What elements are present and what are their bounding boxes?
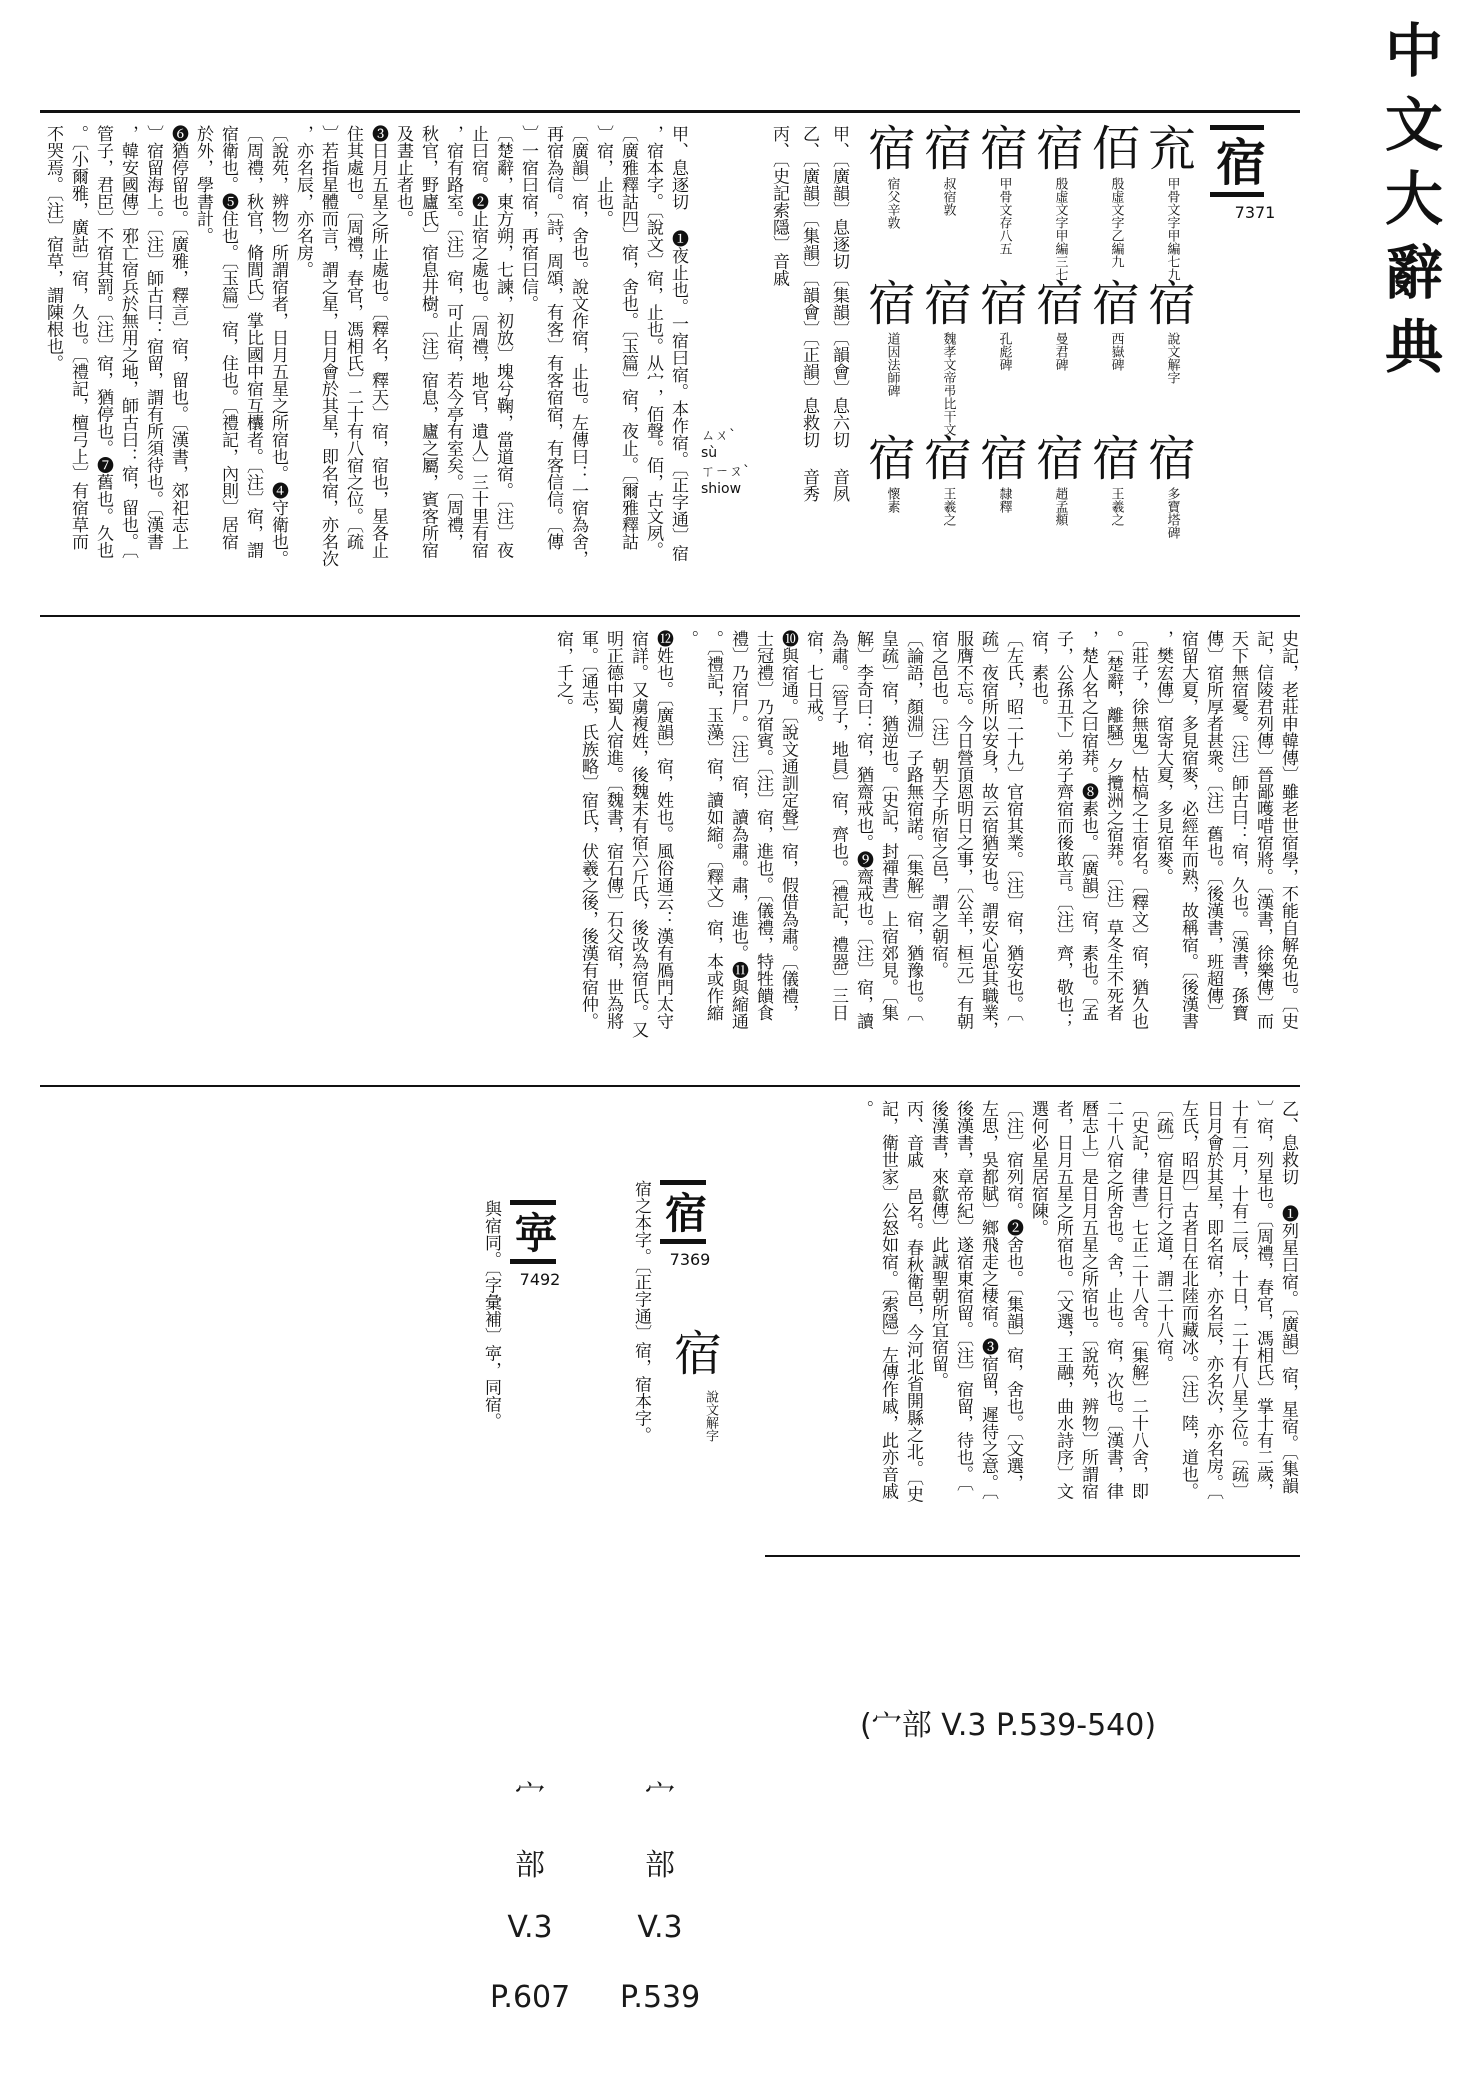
glyph-form-label: 孔彪碑 [996, 332, 1012, 371]
lower-text-column: ⓬姓也。〔廣韻〕宿，姓也。風俗通云：漢有鴈門太守 [653, 630, 673, 1030]
upper-text-column: 秋官，野廬氏〕宿息井樹。〔注〕宿息，廬之屬，賓客所宿 [418, 125, 438, 559]
glyph-form-char: 㐬 [1147, 121, 1196, 177]
upper-text-column: 止曰宿。❷止宿之處也。〔周禮，地官，遺人〕三十里有宿 [468, 125, 488, 559]
glyph-form-label: 王羲之 [1108, 487, 1124, 526]
glyph-form-label: 宿父辛敦 [884, 177, 900, 229]
lower-text-column: 〔莊子，徐無鬼〕枯槁之士宿名。〔釋文〕宿，猶久也 [1128, 630, 1148, 1030]
glyph-form-char: 佰 [1091, 121, 1140, 177]
middle-rule [40, 615, 1300, 617]
lower-text-column: 明正德中蜀人宿進。〔魏書，宿石傳〕石父宿，世為將 [603, 630, 623, 1030]
right-lower-text [765, 1100, 1300, 1540]
handwritten-right-item: P.539 [620, 1980, 701, 2015]
upper-text-column: 〕宿留海上。〔注〕師古曰：宿留，謂有所須待也。〔漢書 [143, 125, 163, 550]
readings-block [700, 125, 850, 595]
lower-text-column: 疏〕夜宿所以安身，故云宿猶安也。謂安心思其職業， [978, 630, 998, 1038]
reading-line: 乙、〔廣韻〕〔集韻〕〔韻會〕〔正韻〕息救切 音秀 [799, 125, 819, 502]
right-lower-text-column: 〔史記，律書〕七正二十八舍。〔集解〕二十八舍，即 [1128, 1100, 1148, 1500]
lower-text-column: 宿留大夏，多見宿麥，必經年而熟，故稱宿。〔後漢書 [1178, 630, 1198, 1030]
lower-text-column: 記，信陵君列傳〕晉鄙嚄唶宿將。〔漢書，徐樂傳〕而 [1253, 630, 1273, 1030]
handwritten-stack-right [620, 1770, 700, 2070]
lower-text-column: 服膺不忘。今日營頂恩明日之事，〔公羊，桓元〕有朝 [953, 630, 973, 1030]
right-lower-text-column: 〕宿，列星也。〔周禮，春官，馮相氏〕掌十有二歲， [1253, 1100, 1273, 1500]
right-lower-text-column: 日月會於其星，即名宿，亦名辰，亦名次，亦名房。〔 [1203, 1100, 1223, 1500]
lower-text-column: 史記，老莊申韓傳〕雖老世宿學，不能自解免也。〔史 [1278, 630, 1298, 1030]
reading-mark: ㄙㄨˋ [701, 428, 736, 444]
sub2-head-char: 𡨴 [510, 1200, 556, 1264]
masthead-title: 中文大辭典 [1375, 20, 1443, 390]
glyph-form [864, 431, 920, 513]
right-lower-text-column: 丙、音戚 邑名。春秋衛邑，今河北省開縣之北。〔史 [903, 1100, 923, 1503]
glyph-form-char: 宿 [1035, 431, 1084, 487]
reading-marks [701, 425, 750, 497]
upper-text-column: 住其處也。〔周禮，春官，馮相氏〕二十有八宿之位。〔疏 [343, 125, 363, 550]
handwritten-source-note: (宀部 V.3 P.539-540) [860, 1708, 1157, 1743]
glyph-form [864, 276, 920, 397]
upper-text-column: ❻猶停留也。〔廣雅，釋言〕宿，留也。〔漢書，郊祀志上 [168, 125, 188, 550]
handwritten-right-item: V.3 [637, 1910, 683, 1945]
sub1-glyph: 宿 [673, 1326, 722, 1382]
upper-text-column: 〔楚辭，東方朔，七諫，初放〕塊兮鞠，當道宿。〔注〕夜 [493, 125, 513, 559]
right-lower-text-column: 曆志上〕是日月五星之所宿也。〔說苑，辨物〕所謂宿 [1078, 1100, 1098, 1500]
glyph-form [1144, 431, 1200, 539]
reading-mark: sù [701, 445, 718, 461]
glyph-form-char: 宿 [1035, 121, 1084, 177]
right-lower-text-column: 左思，吳都賦〕鄉飛走之棲宿。❸宿留，遲待之意。〔 [978, 1100, 998, 1500]
upper-text-column: ❸日月五星之所止處也。〔釋名，釋天〕宿，宿也，星各止 [368, 125, 388, 559]
lower-rule [40, 1085, 1300, 1087]
glyph-form-label: 甲骨文存八五 [996, 177, 1012, 255]
glyph-form-label: 多寶塔碑 [1164, 487, 1180, 539]
upper-text-column: 〕若指星體而言，謂之星，日月會於其星，即名宿，亦名次 [318, 125, 338, 567]
upper-text-column: ，亦名辰，亦名房。 [293, 125, 313, 278]
glyph-form-char: 宿 [979, 121, 1028, 177]
handwritten-left-item: 部 [515, 1848, 545, 1883]
upper-text-column: 及晝止者也。 [393, 125, 413, 227]
lower-text-column: 。〔楚辭，離騷〕夕攬洲之宿莽。〔注〕草冬生不死者 [1103, 630, 1123, 1021]
lower-text-column: 宿詳。又虜複姓，後魏末有宿六斤氏，後改為宿氏。又 [628, 630, 648, 1038]
lower-text-column: 軍。〔通志，氏族略〕宿氏，伏羲之後，後漢有宿仲。 [578, 630, 598, 1030]
glyph-form-char: 宿 [923, 431, 972, 487]
upper-text-column: 〕一宿曰宿，再宿曰信。 [518, 125, 538, 312]
upper-text-column: ，韓安國傳〕邪亡宿兵於無用之地，師古曰：宿，留也。〔 [118, 125, 138, 559]
sub-entry-7492 [450, 1200, 570, 1500]
lower-text-column: 。 [678, 630, 698, 647]
upper-text-column: ，宿本字。〔說文〕宿，止也。从宀，佰聲。佰，古文夙。 [643, 125, 663, 559]
main-entry-header [1210, 125, 1300, 222]
glyph-form-char: 宿 [867, 431, 916, 487]
glyph-form [1088, 276, 1144, 371]
right-lower-text-column: 選何必星居宿陳。 [1028, 1100, 1048, 1236]
upper-text-column: ，宿有路室。〔注〕宿，可止宿，若今亭有室矣。〔周禮， [443, 125, 463, 550]
sub-entry-7369 [600, 1180, 720, 1480]
glyph-form-char: 宿 [1035, 276, 1084, 332]
lower-body-text [40, 630, 1300, 1070]
upper-body-text [40, 125, 690, 595]
sub1-glyph-label: 說文解字 [703, 1390, 718, 1442]
upper-text-column: 〔廣雅釋詁四〕宿，舍也。〔玉篇〕宿，夜止。〔爾雅釋詁 [618, 125, 638, 550]
glyph-form [1144, 276, 1200, 384]
lower-text-column: 天下無宿憂。〔注〕師古曰：宿，久也。〔漢書，孫寶 [1228, 630, 1248, 1021]
handwritten-stack-left [490, 1770, 570, 2070]
glyph-form-char: 宿 [867, 276, 916, 332]
glyph-forms-grid [860, 121, 1200, 595]
glyph-form [920, 276, 976, 436]
glyph-form [1088, 121, 1144, 268]
right-lower-text-column: 者，日月五星之所宿也。〔文選，王融，曲水詩序〕文 [1053, 1100, 1073, 1500]
sub1-head-char: 宿 [660, 1180, 706, 1244]
lower-text-column: ，樊宏傳〕宿寄大夏，多見宿麥。 [1153, 630, 1173, 885]
glyph-form [976, 431, 1032, 513]
glyph-form-label: 叔宿敦 [940, 177, 956, 216]
reading-line: 甲、〔廣韻〕息逐切〔集韻〕〔韻會〕息六切 音夙 [829, 125, 849, 502]
right-lower-rule [765, 1555, 1300, 1557]
handwritten-left-item: V.3 [507, 1910, 553, 1945]
lower-text-column: 士冠禮〕乃宿賓。〔注〕宿，進也。〔儀禮，特牲饋食 [753, 630, 773, 1021]
glyph-form [864, 121, 920, 229]
glyph-form-label: 說文解字 [1164, 332, 1180, 384]
reading-mark: ㄒㄧㄡˋ [701, 464, 750, 480]
lower-text-column: ❿與宿通。〔說文通訓定聲〕宿，假借為肅。〔儀禮， [778, 630, 798, 1021]
glyph-form-char: 宿 [923, 121, 972, 177]
main-entry-number: 7371 [1234, 203, 1276, 222]
glyph-form-label: 王羲之 [940, 487, 956, 526]
glyph-form-label: 甲骨文字甲編七九 [1164, 177, 1180, 281]
glyph-form-label: 西嶽碑 [1108, 332, 1124, 371]
right-lower-text-column: 。 [853, 1100, 873, 1117]
glyph-form [1032, 121, 1088, 281]
glyph-form-char: 宿 [923, 276, 972, 332]
upper-text-column: 。〔小爾雅，廣詁〕宿，久也。〔禮記，檀弓上〕有宿草而 [68, 125, 88, 550]
glyph-form [920, 121, 976, 216]
right-lower-text-column: 乙、息救切 ❶列星曰宿。〔廣韻〕宿，星宿。〔集韻 [1278, 1100, 1298, 1494]
handwritten-right-item: 宀 [645, 1778, 675, 1813]
right-lower-text-column: 十有二月，十有二辰，十日，二十有八星之位。〔疏〕 [1228, 1100, 1248, 1500]
lower-text-column: 為肅。〔管子，地員〕宿，齊也。〔禮記，禮器〕三日 [828, 630, 848, 1021]
glyph-form [976, 276, 1032, 371]
glyph-form-label: 趙孟頫 [1052, 487, 1068, 526]
glyph-form-label: 隸釋 [996, 487, 1012, 513]
glyph-form [1088, 431, 1144, 526]
right-lower-text-column: 〔疏〕宿是日行之道，謂二十八宿。 [1153, 1100, 1173, 1372]
upper-text-column: 管子，君臣〕不宿其罰。〔注〕宿，猶停也。❼舊也。久也 [93, 125, 113, 559]
glyph-form-char: 宿 [867, 121, 916, 177]
glyph-form-label: 曼君碑 [1052, 332, 1068, 371]
lower-text-column: 禮〕乃宿尸。〔注〕宿，讀為肅。肅，進也。⓫與縮通 [728, 630, 748, 1030]
glyph-form [1032, 431, 1088, 526]
upper-text-column: 〔廣韻〕宿，舍也。說文作宿，止也。左傳曰：一宿為舍， [568, 125, 588, 567]
upper-text-column: 甲、息逐切 ❶夜止也。一宿曰宿。本作宿。〔正字通〕宿 [668, 125, 688, 562]
glyph-form-char: 宿 [979, 276, 1028, 332]
handwritten-left-item: 宀 [515, 1778, 545, 1813]
right-lower-text-column: 記，衛世家〕公怒如宿。〔索隱〕左傳作戚，此亦音戚 [878, 1100, 898, 1500]
sub2-number: 7492 [519, 1270, 561, 1289]
glyph-form [920, 431, 976, 526]
lower-text-column: 皇疏〕宿，猶逆也。〔史記，封禪書〕上宿郊見。〔集 [878, 630, 898, 1021]
lower-text-column: 宿，千之。 [553, 630, 573, 715]
glyph-form [1144, 121, 1200, 281]
right-lower-text-column: 二十八宿之所舍也。舍，止也。宿，次也。〔漢書，律 [1103, 1100, 1123, 1500]
right-lower-text-column: 後漢書，章帝紀〕遂宿東宿留。〔注〕宿留，待也。〔 [953, 1100, 973, 1491]
sub2-text: 與宿同。〔字彙補〕𡨴，同宿。 [481, 1200, 501, 1430]
handwritten-right-item: 部 [645, 1848, 675, 1883]
lower-text-column: ，楚人名之曰宿莽。❽素也。〔廣韻〕宿，素也。〔孟 [1078, 630, 1098, 1021]
glyph-form-label: 魏孝文帝弔比干文 [940, 332, 956, 436]
upper-text-column: 不哭焉。〔注〕宿草，謂陳根也。 [43, 125, 63, 372]
upper-text-column: 〔周禮，秋官，脩閭氏〕掌比國中宿互欜者。〔注〕宿，謂 [243, 125, 263, 559]
right-lower-text-column: 〔注〕宿列宿。❷舍也。〔集韻〕宿，舍也。〔文選， [1003, 1100, 1023, 1491]
glyph-form-char: 宿 [1091, 431, 1140, 487]
main-head-char: 宿 [1210, 125, 1264, 197]
lower-text-column: 宿之邑也。〔注〕朝天子所宿之邑，謂之朝宿。 [928, 630, 948, 979]
lower-text-column: 宿，七日戒。 [803, 630, 823, 732]
lower-text-column: 傳〕宿所厚者甚衆。〔注〕舊也。〔後漢書，班超傳〕 [1203, 630, 1223, 1021]
glyph-form-char: 宿 [1147, 431, 1196, 487]
lower-text-column: 〔左氏，昭二十九〕官宿其業。〔注〕宿，猶安也。〔 [1003, 630, 1023, 1021]
lower-text-column: 〔論語，顏淵〕子路無宿諾。〔集解〕宿，猶豫也。〔 [903, 630, 923, 1021]
lower-text-column: 。〔禮記，玉藻〕宿，讀如縮。〔釋文〕宿，本或作縮 [703, 630, 723, 1021]
glyph-form-char: 宿 [1147, 276, 1196, 332]
lower-text-column: 子，公孫丑下〕弟子齊宿而後敢言。〔注〕齊，敬也； [1053, 630, 1073, 1030]
sub1-text: 宿之本字。〔正字通〕宿，宿本字。 [631, 1180, 651, 1444]
glyph-form-char: 宿 [1091, 276, 1140, 332]
glyph-form-char: 宿 [979, 431, 1028, 487]
upper-text-column: 宿衛也。❺住也。〔玉篇〕宿，住也。〔禮記，內則〕居宿 [218, 125, 238, 550]
upper-text-column: 〔說苑，辨物〕所謂宿者，日月五星之所宿也。❹守衛也。 [268, 125, 288, 567]
glyph-form [1032, 276, 1088, 371]
right-lower-text-column: 左氏，昭四〕古者日在北陸而藏冰。〔注〕陸，道也。 [1178, 1100, 1198, 1500]
glyph-form-label: 殷虛文字乙編九 [1108, 177, 1124, 268]
right-lower-text-column: 後漢書，來歙傳〕此誠聖朝所宜宿留。 [928, 1100, 948, 1389]
lower-text-column: 宿，素也。 [1028, 630, 1048, 715]
glyph-form [976, 121, 1032, 255]
glyph-form-label: 懷素 [884, 487, 900, 513]
lower-text-column: 解〕李奇曰：宿，猶齋戒也。❾齋戒也。〔注〕宿，讀 [853, 630, 873, 1030]
reading-mark: shiow [701, 481, 742, 497]
reading-line: 丙、〔史記索隱〕音戚 [769, 125, 789, 287]
top-rule [40, 110, 1300, 113]
sub1-number: 7369 [669, 1250, 711, 1269]
glyph-form-label: 殷虛文字甲編三七 [1052, 177, 1068, 281]
handwritten-left-item: P.607 [490, 1980, 571, 2015]
glyph-form-label: 道因法師碑 [884, 332, 900, 397]
upper-text-column: 再宿為信。〔詩，周頌，有客〕有客宿宿，有客信信。〔傳 [543, 125, 563, 550]
upper-text-column: 於外，學書計。 [193, 125, 213, 244]
upper-text-column: 〕宿，止也。 [593, 125, 613, 227]
